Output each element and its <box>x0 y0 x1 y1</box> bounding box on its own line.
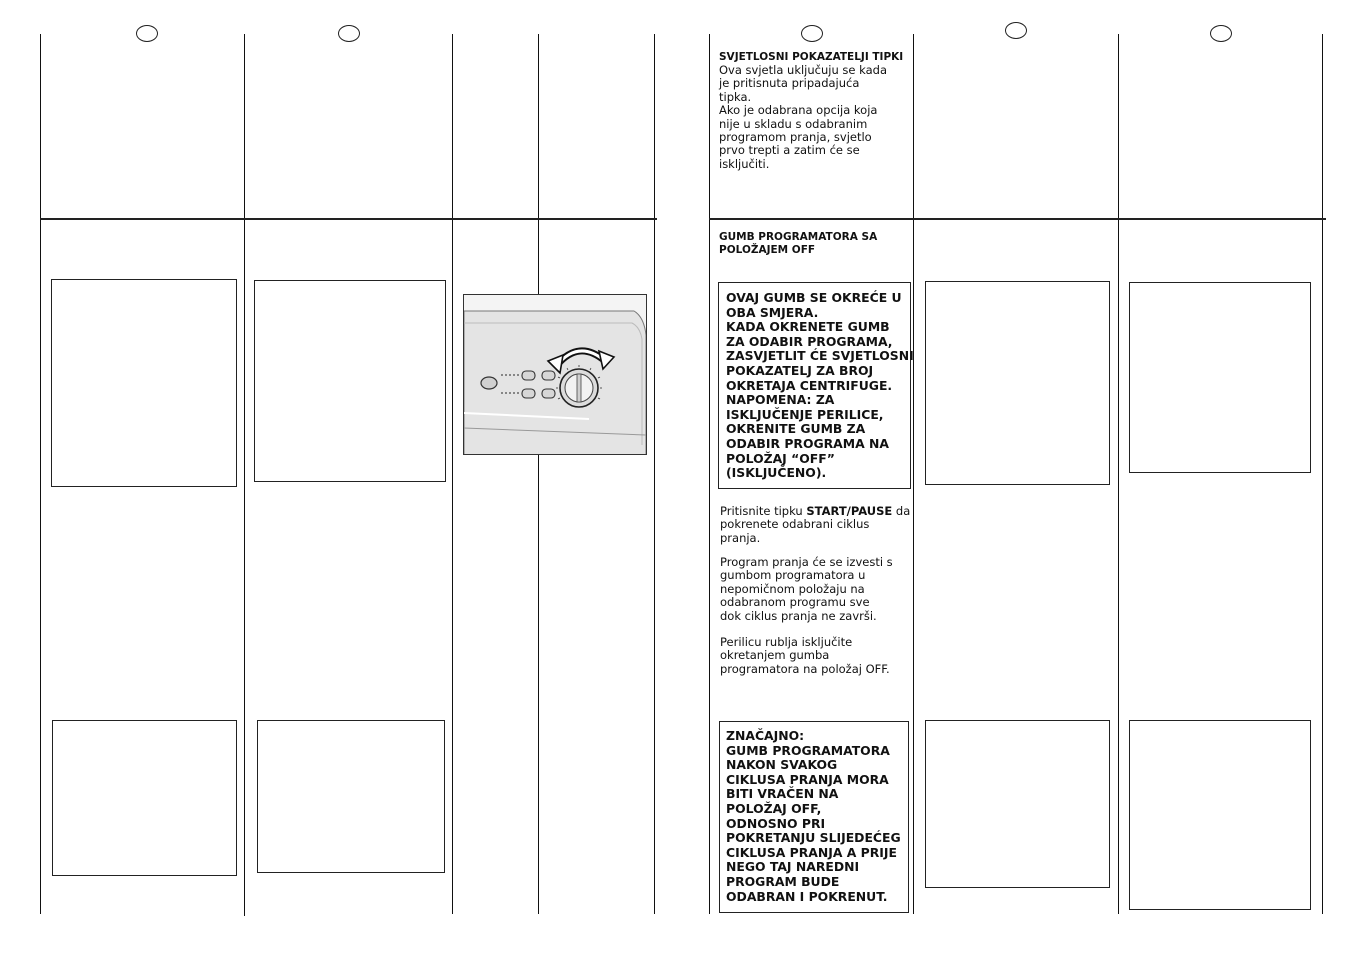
column-divider <box>244 34 245 916</box>
text-line: pokrenete odabrani ciklus <box>720 517 870 532</box>
notice-line: OKRENITE GUMB ZA <box>726 421 866 437</box>
important-line: NEGO TAJ NAREDNI <box>726 859 860 875</box>
empty-notice-box <box>257 720 445 873</box>
text-line: odabranom programu sve <box>720 595 870 610</box>
empty-notice-box <box>925 281 1110 485</box>
program-run-description <box>720 556 893 623</box>
notice-line: POLOŽAJ “OFF” <box>726 450 835 466</box>
notice-line: ZA ODABIR PROGRAMA, <box>726 333 893 349</box>
column-divider <box>538 34 539 914</box>
text-line: isključiti. <box>719 156 770 171</box>
column-divider <box>1322 34 1323 914</box>
text-line: nepomičnom položaju na <box>720 581 865 596</box>
heading-line: SVJETLOSNI POKAZATELJI TIPKI <box>719 51 904 63</box>
indicator-description <box>719 64 887 171</box>
notice-line: ISKLJUČENJE PERILICE, <box>726 406 884 422</box>
section-heading <box>719 231 877 257</box>
text-fragment: Pritisnite tipku <box>720 504 807 518</box>
language-marker-circle <box>1005 22 1027 39</box>
important-line: PROGRAM BUDE <box>726 873 840 889</box>
important-line: ZNAČAJNO: <box>726 728 805 743</box>
empty-notice-box <box>52 720 237 876</box>
important-line: NAKON SVAKOG <box>726 757 838 773</box>
notice-line: KADA OKRENETE GUMB <box>726 319 890 335</box>
text-fragment: da <box>892 504 911 518</box>
text-line: Ova svjetla uključuju se kada <box>719 63 887 77</box>
empty-notice-box <box>925 720 1110 888</box>
important-line: CIKLUSA PRANJA A PRIJE <box>726 844 897 860</box>
heading-line: POLOŽAJEM OFF <box>719 244 816 256</box>
notice-line: ZASVJETLIT ĆE SVJETLOSNI <box>726 348 914 364</box>
text-line: prvo trepti a zatim će se <box>719 143 860 158</box>
text-line: je pritisnuta pripadajuća <box>719 76 860 91</box>
important-box-text <box>726 729 901 904</box>
text-line: gumbom programatora u <box>720 568 866 583</box>
text-line: okretanjem gumba <box>720 648 830 663</box>
start-pause-instruction <box>720 505 910 545</box>
important-line: ODABRAN I POKRENUT. <box>726 888 888 904</box>
switch-off-instruction <box>720 636 890 676</box>
text-line: dok ciklus pranja ne završi. <box>720 608 877 623</box>
language-marker-circle <box>801 25 823 42</box>
empty-notice-box <box>254 280 446 482</box>
important-line: GUMB PROGRAMATORA <box>726 742 890 758</box>
important-line: POLOŽAJ OFF, <box>726 800 822 816</box>
empty-notice-box <box>1129 282 1311 473</box>
section-divider <box>40 218 657 220</box>
column-divider <box>654 34 655 914</box>
section-divider <box>709 218 1326 220</box>
text-line: Ako je odabrana opcija koja <box>719 103 878 118</box>
text-line: programatora na položaj OFF. <box>720 661 890 676</box>
language-marker-circle <box>136 25 158 42</box>
heading-line: GUMB PROGRAMATORA SA <box>719 231 878 243</box>
notice-line: OBA SMJERA. <box>726 304 819 320</box>
notice-line: NAPOMENA: ZA <box>726 392 835 408</box>
column-divider <box>452 34 453 914</box>
important-line: POKRETANJU SLIJEDEĆEG <box>726 830 901 846</box>
important-line: ODNOSNO PRI <box>726 815 826 831</box>
column-divider <box>1118 34 1119 914</box>
important-line: CIKLUSA PRANJA MORA <box>726 771 889 787</box>
notice-line: OVAJ GUMB SE OKREĆE U <box>726 290 902 305</box>
text-line <box>720 505 910 518</box>
text-line: Program pranja će se izvesti s <box>720 555 893 569</box>
column-divider <box>709 34 710 914</box>
text-line: pranja. <box>720 530 761 545</box>
text-line: nije u skladu s odabranim <box>719 116 868 131</box>
language-marker-circle <box>1210 25 1232 42</box>
important-line: BITI VRAČEN NA <box>726 786 839 802</box>
notice-line: (ISKLJUČENO). <box>726 465 827 481</box>
programmer-knob-rotation-icon <box>464 295 647 455</box>
language-marker-circle <box>338 25 360 42</box>
notice-line: OKRETAJA CENTRIFUGE. <box>726 377 893 393</box>
empty-notice-box <box>51 279 237 487</box>
notice-line: ODABIR PROGRAMA NA <box>726 435 889 451</box>
column-divider <box>40 34 41 914</box>
empty-notice-box <box>1129 720 1311 910</box>
start-pause-label: START/PAUSE <box>806 504 893 518</box>
notice-line: POKAZATELJ ZA BROJ <box>726 362 874 378</box>
notice-box-text <box>726 291 914 481</box>
control-panel-illustration <box>463 294 647 455</box>
text-line: Perilicu rublja isključite <box>720 635 853 649</box>
text-line: programom pranja, svjetlo <box>719 130 872 145</box>
text-line: tipka. <box>719 89 752 104</box>
